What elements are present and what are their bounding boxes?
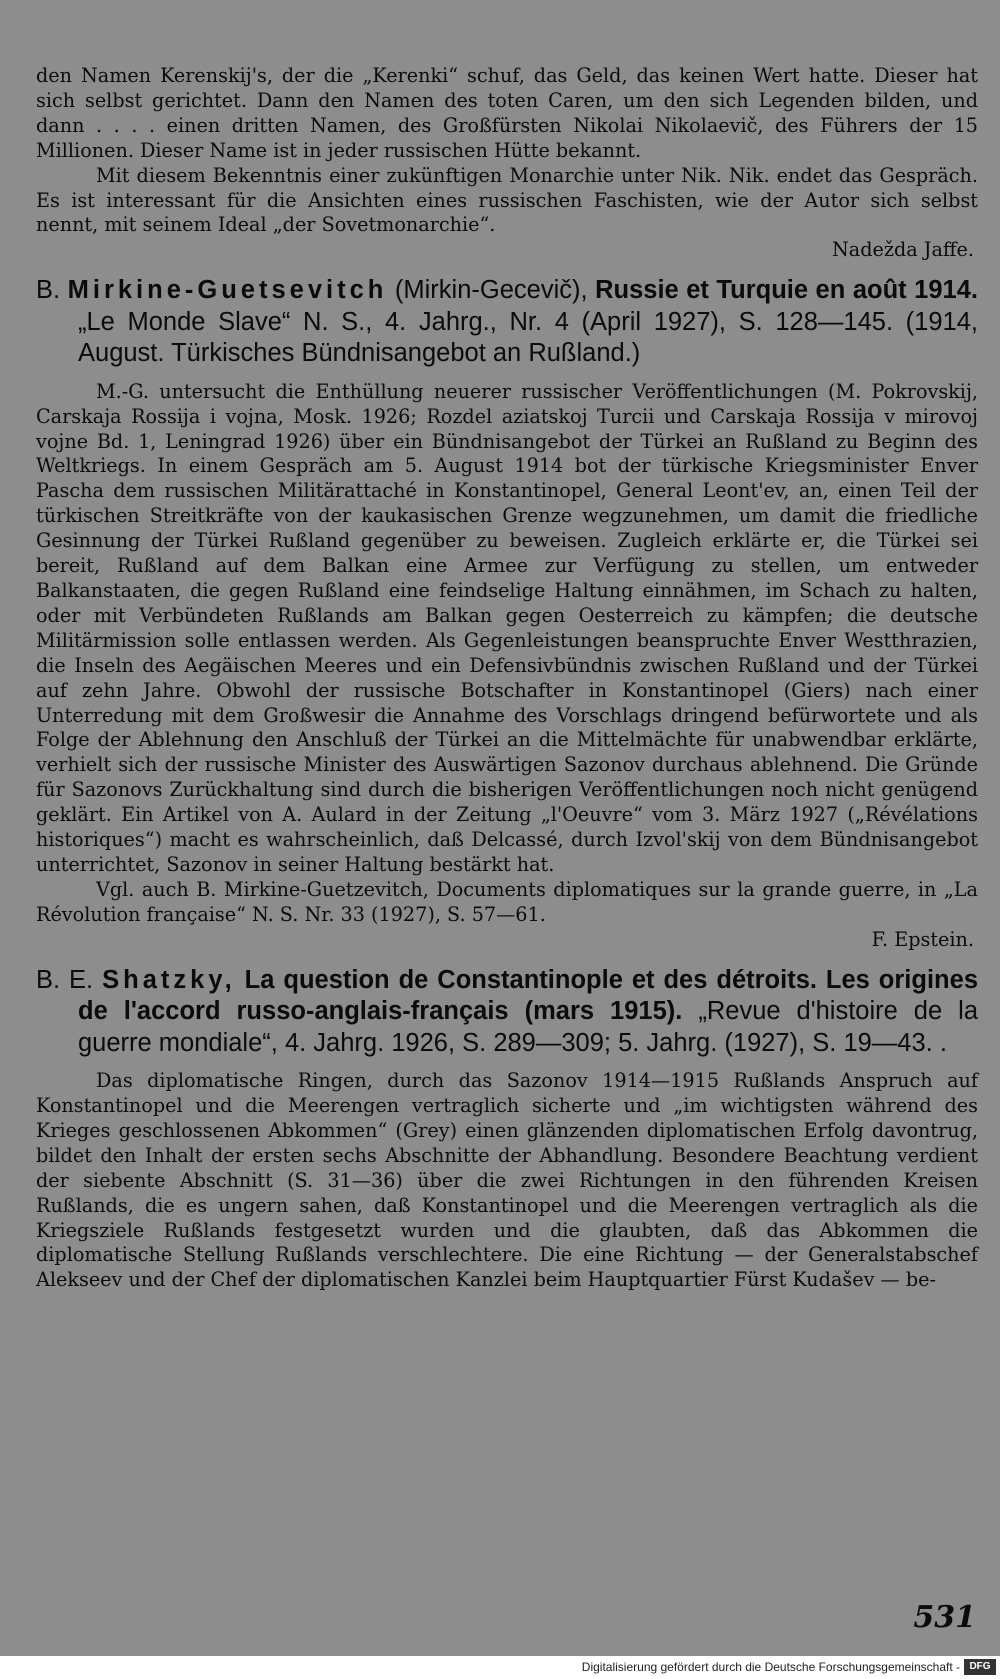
footer-credit: Digitalisierung gefördert durch die Deutsche Forschungsgemeinschaft -	[581, 1660, 960, 1674]
page-content	[36, 64, 978, 1293]
entry-title: Russie et Turquie en août 1914.	[595, 276, 978, 305]
reviewer-signature: Nadežda Jaffe.	[831, 238, 974, 262]
body-paragraph: den Namen Kerenskij's, der die „Kerenki“ schuf, das Geld, das keinen Wert hatte. Dieser hat sich selbst gerichtet. Dann den Namen des toten Caren, um den sich Legenden bilden, und dann . . . . einen dritten Namen, des Großfürsten Nikolai Nikolaevič, des Führers der 15 Millionen. Dieser Name ist in jeder russischen Hütte bekannt.	[36, 64, 978, 162]
entry-citation: „Revue d'histoire de la guerre mondiale“, 4. Jahrg. 1926, S. 289—309; 5. Jahrg. (1927), S. 19—43. .	[78, 997, 978, 1057]
entry-author: Mirkine-Guetsevitch	[67, 276, 388, 305]
entry-citation: „Le Monde Slave“ N. S., 4. Jahrg., Nr. 4 (April 1927), S. 128—145. (1914, August. Türkisches Bündnisangebot an Rußland.)	[78, 307, 978, 368]
entry-marker: B. E.	[36, 965, 94, 994]
entry-author: Shatzky,	[102, 965, 236, 994]
digitization-footer	[0, 1656, 1000, 1679]
review-entry-shatzky	[36, 965, 978, 1294]
entry-heading	[36, 275, 978, 370]
entry-marker: B.	[36, 276, 61, 305]
page-number: 531	[913, 1600, 976, 1635]
entry-title: La question de Constantinople et des détroits. Les origines de l'accord russo-anglais-français (mars 1915).	[78, 965, 978, 1026]
dfg-logo-icon: DFG	[964, 1659, 996, 1675]
review-entry-previous	[36, 64, 978, 263]
body-paragraph: Das diplomatische Ringen, durch das Sazonov 1914—1915 Rußlands Anspruch auf Konstantinopel und die Meerengen vertraglich sicherte und „im wichtigsten während des Krieges geschlossenen Abkommen“ (Grey) einen glänzenden diplomatischen Erfolg davontrug, bildet den Inhalt der ersten sechs Abschnitte der Abhandlung. Besondere Beachtung verdient der siebente Abschnitt (S. 31—36) über die zwei Richtungen in den führenden Kreisen Rußlands, die es ungern sahen, daß Konstantinopel und die Meerengen vertraglich als die Kriegsziele Rußlands festgesetzt wurden und die glaubten, daß das Abkommen die diplomatische Stellung Rußlands verschlechtere. Die eine Richtung — der Generalstabschef Alekseev und der Chef der diplomatischen Kanzlei beim Hauptquartier Fürst Kudašev — be-	[36, 1069, 978, 1292]
body-paragraph: M.-G. untersucht die Enthüllung neuerer russischer Veröffentlichungen (M. Pokrovskij, Carskaja Rossija i vojna, Mosk. 1926; Rozdel aziatskoj Turcii und Carskaja Rossija v mirovoj vojne Bd. 1, Leningrad 1926) über ein Bündnisangebot der Türkei an Rußland zu Beginn des Weltkriegs. In einem Gespräch am 5. August 1914 bot der türkische Kriegsminister Enver Pascha dem russischen Militärattaché in Konstantinopel, General Leont'ev, an, einen Teil der türkischen Streitkräfte von der kaukasischen Grenze wegzunehmen, um damit die friedliche Gesinnung der Türkei Rußland gegenüber zu beweisen. Zugleich erklärte er, die Türkei sei bereit, Rußland auf dem Balkan eine Armee zur Verfügung zu stellen, um entweder Balkanstaaten, die gegen Rußland eine feindselige Haltung einnähmen, im Schach zu halten, oder mit Verbündeten Rußlands am Balkan gegen Oesterreich zu kämpfen; die deutsche Militärmission solle entlassen werden. Als Gegenleistungen beanspruchte Enver Westthrazien, die Inseln des Aegäischen Meeres und ein Defensivbündnis zwischen Rußland und der Türkei auf zehn Jahre. Obwohl der russische Botschafter in Konstantinopel (Giers) nach einer Unterredung mit dem Großwesir die Annahme des Vorschlags dringend befürwortete und als Folge der Ablehnung den Anschluß der Türkei an die Mittelmächte für unabwendbar erklärte, verhielt sich der russische Minister des Auswärtigen Sazonov durchaus ablehnend. Die Gründe für Sazonovs Zurückhaltung sind durch die bisherigen Veröffentlichungen noch nicht genügend geklärt. Ein Artikel von A. Aulard in der Zeitung „l'Oeuvre“ vom 3. März 1927 („Révélations historiques“) macht es wahrscheinlich, daß Delcassé, durch Izvol'skij von dem Bündnisangebot unterrichtet, Sazonov in seiner Haltung bestärkt hat.	[36, 379, 978, 876]
entry-heading	[36, 965, 978, 1060]
review-entry-mirkine	[36, 275, 978, 952]
entry-author-alt: (Mirkin-Gecevič),	[394, 276, 588, 305]
reviewer-signature: F. Epstein.	[871, 927, 974, 951]
body-paragraph: Mit diesem Bekenntnis einer zukünftigen Monarchie unter Nik. Nik. endet das Gespräch. Es ist interessant für die Ansichten eines russischen Faschisten, wie der Autor sich selbst nennt, mit seinem Ideal „der Sovetmonarchie“.	[36, 163, 978, 237]
body-paragraph: Vgl. auch B. Mirkine-Guetzevitch, Documents diplomatiques sur la grande guerre, in „La Révolution française“ N. S. Nr. 33 (1927), S. 57—61.	[36, 877, 978, 926]
